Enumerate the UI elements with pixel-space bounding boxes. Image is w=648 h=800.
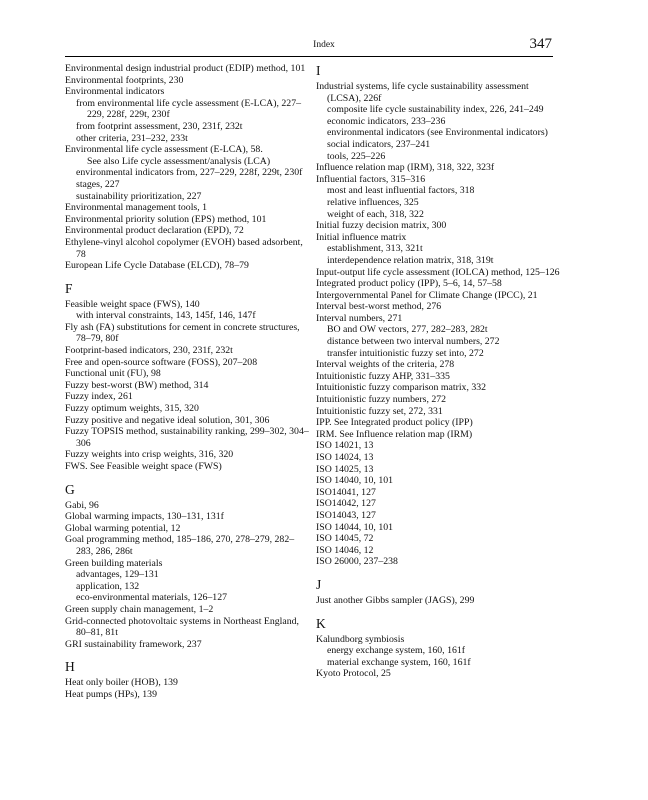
- index-entry: ISO14041, 127: [316, 486, 376, 498]
- index-subentry: tools, 225–226: [327, 150, 386, 162]
- section-letter: K: [316, 615, 326, 631]
- index-entry: Environmental design industrial product (EDIP) method, 101: [65, 63, 306, 74]
- index-entry: Green supply chain management, 1–2: [65, 603, 214, 615]
- index-entry: Intuitionistic fuzzy AHP, 331–335: [316, 370, 450, 382]
- index-entry: Fuzzy TOPSIS method, sustainability ranking, 299–302, 304–306: [65, 426, 309, 449]
- index-entry: Ethylene-vinyl alcohol copolymer (EVOH) based adsorbent, 78: [65, 236, 303, 260]
- index-entry: ISO 14044, 10, 101: [316, 521, 394, 533]
- index-subentry: most and least influential factors, 318: [327, 185, 475, 197]
- index-entry: Intergovernmental Panel for Climate Change (IPCC), 21: [316, 289, 538, 301]
- header-rule: [65, 56, 553, 57]
- index-entry: FWS. See Feasible weight space (FWS): [65, 461, 222, 472]
- index-subentry: other criteria, 231–232, 233t: [76, 132, 188, 144]
- index-subentry: from environmental life cycle assessment (E-LCA), 227–229, 228f, 229t, 230f: [76, 97, 301, 121]
- index-entry: Environmental priority solution (EPS) method, 101: [65, 213, 267, 225]
- index-subentry: eco-environmental materials, 126–127: [76, 592, 227, 604]
- index-subentry: sustainability prioritization, 227: [76, 190, 202, 202]
- index-entry: Intuitionistic fuzzy numbers, 272: [316, 394, 447, 406]
- index-entry: Influence relation map (IRM), 318, 322, 323f: [316, 162, 495, 174]
- index-entry: Heat pumps (HPs), 139: [65, 688, 157, 700]
- index-subentry: distance between two interval numbers, 272: [327, 336, 500, 348]
- index-entry: Fuzzy index, 261: [65, 391, 133, 403]
- index-entry: Environmental management tools, 1: [65, 202, 208, 214]
- index-entry: Initial influence matrix: [316, 231, 407, 243]
- index-entry: Heat only boiler (HOB), 139: [65, 677, 178, 689]
- index-column-right: [316, 63, 560, 680]
- index-entry: Environmental product declaration (EPD), 72: [65, 225, 244, 237]
- index-entry: Fuzzy positive and negative ideal solution, 301, 306: [65, 414, 270, 426]
- index-entry: Fuzzy optimum weights, 315, 320: [65, 403, 199, 415]
- index-subentry: weight of each, 318, 322: [327, 208, 424, 220]
- index-entry: Fuzzy weights into crisp weights, 316, 320: [65, 449, 234, 461]
- index-subentry: interdependence relation matrix, 318, 319t: [327, 254, 494, 266]
- section-letter: I: [316, 63, 321, 78]
- index-entry: Environmental footprints, 230: [65, 74, 184, 86]
- index-entry: Green building materials: [65, 557, 163, 569]
- index-subentry: application, 132: [76, 580, 140, 592]
- index-subentry: composite life cycle sustainability index, 226, 241–249: [327, 104, 544, 116]
- index-entry: ISO 14045, 72: [316, 533, 374, 545]
- index-entry: Input-output life cycle assessment (IOLCA) method, 125–126: [316, 266, 560, 278]
- index-entry: ISO 14021, 13: [316, 440, 374, 452]
- index-subentry: environmental indicators from, 227–229, 228f, 229t, 230f: [76, 167, 303, 179]
- section-letter: H: [65, 659, 75, 675]
- section-letter: J: [316, 576, 322, 592]
- index-subentry: economic indicators, 233–236: [327, 115, 446, 127]
- index-entry: Footprint-based indicators, 230, 231f, 232t: [65, 345, 233, 357]
- index-entry: ISO 26000, 237–238: [316, 556, 398, 568]
- index-column-left: [65, 63, 309, 701]
- index-subentry: social indicators, 237–241: [327, 138, 431, 150]
- index-entry: Interval weights of the criteria, 278: [316, 359, 455, 371]
- index-entry: Functional unit (FU), 98: [65, 368, 161, 380]
- index-subentry: relative influences, 325: [327, 196, 419, 208]
- index-entry: Fly ash (FA) substitutions for cement in concrete structures, 78–79, 80f: [65, 321, 300, 345]
- index-entry: Free and open-source software (FOSS), 207–208: [65, 356, 258, 368]
- index-entry: European Life Cycle Database (ELCD), 78–79: [65, 260, 249, 272]
- index-subentry: material exchange system, 160, 161f: [327, 656, 471, 668]
- index-entry: Influential factors, 315–316: [316, 173, 426, 185]
- running-header: Index: [313, 40, 335, 50]
- index-subentry: See also Life cycle assessment/analysis (LCA): [87, 155, 271, 167]
- index-entry: Fuzzy best-worst (BW) method, 314: [65, 379, 209, 391]
- index-entry: ISO 14040, 10, 101: [316, 475, 394, 487]
- index-entry: Global warming potential, 12: [65, 522, 181, 534]
- index-entry: Initial fuzzy decision matrix, 300: [316, 220, 447, 232]
- index-entry: Feasible weight space (FWS), 140: [65, 298, 200, 310]
- index-entry: Industrial systems, life cycle sustainability assessment (LCSA), 226f: [316, 81, 529, 104]
- index-entry: IRM. See Influence relation map (IRM): [316, 428, 473, 440]
- index-subentry: advantages, 129–131: [76, 569, 159, 581]
- index-entry: Interval numbers, 271: [316, 312, 403, 324]
- index-entry: ISO 14025, 13: [316, 463, 374, 475]
- index-entry: Intuitionistic fuzzy set, 272, 331: [316, 405, 443, 417]
- index-subentry: stages, 227: [76, 178, 120, 190]
- index-entry: Kalundborg symbiosis: [316, 633, 405, 645]
- index-entry: Gabi, 96: [65, 499, 99, 511]
- index-entry: Intuitionistic fuzzy comparison matrix, 332: [316, 382, 487, 394]
- index-entry: ISO14043, 127: [316, 509, 376, 521]
- index-entry: Grid-connected photovoltaic systems in Northeast England, 80–81, 81t: [65, 615, 299, 639]
- section-letter: G: [65, 481, 75, 497]
- index-entry: Interval best-worst method, 276: [316, 301, 442, 313]
- index-entry: Integrated product policy (IPP), 5–6, 14, 57–58: [316, 278, 502, 290]
- index-entry: IPP. See Integrated product policy (IPP): [316, 417, 473, 429]
- index-entry: ISO 14046, 12: [316, 544, 374, 556]
- index-subentry: environmental indicators (see Environmental indicators): [327, 127, 548, 139]
- index-subentry: from footprint assessment, 230, 231f, 232t: [76, 120, 243, 132]
- index-entry: Kyoto Protocol, 25: [316, 668, 391, 680]
- index-entry: Environmental life cycle assessment (E-LCA), 58.: [65, 144, 263, 156]
- index-entry: ISO14042, 127: [316, 498, 376, 510]
- index-entry: Environmental indicators: [65, 86, 165, 98]
- index-subentry: establishment, 313, 321t: [327, 243, 423, 255]
- index-entry: ISO 14024, 13: [316, 452, 374, 463]
- index-entry: Goal programming method, 185–186, 270, 278–279, 282–283, 286, 286t: [65, 534, 295, 557]
- page-number: 347: [529, 36, 552, 52]
- index-subentry: BO and OW vectors, 277, 282–283, 282t: [327, 324, 488, 336]
- index-subentry: with interval constraints, 143, 145f, 146, 147f: [76, 310, 256, 322]
- section-letter: F: [65, 280, 73, 296]
- index-entry: Global warming impacts, 130–131, 131f: [65, 511, 224, 523]
- index-subentry: energy exchange system, 160, 161f: [327, 645, 466, 657]
- index-entry: Just another Gibbs sampler (JAGS), 299: [316, 594, 475, 606]
- index-subentry: transfer intuitionistic fuzzy set into, 272: [327, 347, 484, 359]
- index-entry: GRI sustainability framework, 237: [65, 638, 202, 650]
